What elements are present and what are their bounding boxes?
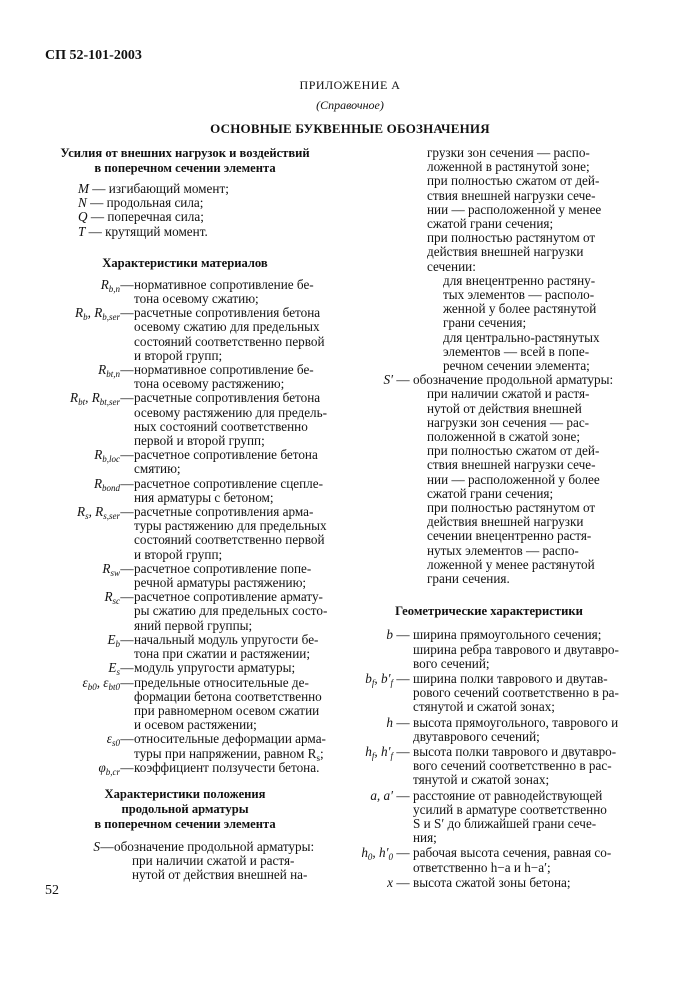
text-line: ширина полки таврового и двутав-: [413, 670, 608, 686]
symbol-definition: [353, 876, 625, 890]
dash: —: [120, 589, 134, 605]
text-line: рового сечений соответственно в ра-: [413, 685, 619, 701]
symbol: [353, 876, 393, 890]
text-line: расчетное сопротивление сцепле-: [134, 475, 323, 491]
symbol-subscript: bt,n: [106, 369, 120, 380]
symbol-letter: R: [98, 362, 107, 378]
symbol-definition: [353, 672, 625, 715]
symbol-letter: R: [102, 560, 111, 576]
text-line: расчетные сопротивления бетона: [134, 305, 321, 321]
symbol-definition: [353, 628, 625, 671]
text-line: состояний соответственно первой: [134, 532, 325, 548]
text-line: ложенной у менее растянутой: [427, 556, 595, 572]
text-line: нии — расположенной у менее: [427, 201, 602, 217]
text-line: стянутой и сжатой зонах;: [413, 699, 555, 715]
symbol-subscript: s,ser: [103, 511, 120, 522]
symbol: [40, 660, 120, 678]
force-item: T — крутящий момент.: [78, 223, 208, 239]
symbol-definition: [40, 660, 330, 678]
symbol-subscript: 0: [367, 852, 373, 863]
s-lines: [40, 854, 330, 882]
s-sub-lines: [427, 274, 625, 373]
reinforcement-heading: [40, 787, 330, 832]
text-line: тянутой и сжатой зонах;: [413, 772, 550, 788]
text-line: ных состояний соответственно: [134, 418, 308, 434]
text-line: S и S′ до ближайшей грани сече-: [413, 815, 597, 831]
text-line: женной у более растянутой: [443, 301, 597, 317]
symbol-subscript: bond: [102, 482, 120, 493]
dash: —: [120, 390, 134, 406]
description: обозначение продольной арматуры:: [114, 838, 315, 854]
symbol-definition: [40, 363, 330, 391]
symbol-letter: R: [95, 504, 104, 520]
text-line: при равномерном осевом сжатии: [134, 702, 320, 718]
description: [413, 672, 625, 715]
symbol-definition: [353, 745, 625, 788]
reinforcement-heading-line: в поперечном сечении элемента: [94, 816, 276, 831]
dash: —: [396, 845, 410, 861]
symbol: T: [78, 223, 86, 239]
description: обозначение продольной арматуры:: [413, 372, 614, 388]
text-line: ответственно h−a и h−a′;: [413, 859, 551, 875]
dash: —: [120, 447, 134, 463]
text-line: расчетное сопротивление бетона: [134, 447, 318, 463]
symbol-subscript: sc: [112, 596, 120, 607]
symbol-subscript: b,n: [108, 283, 120, 294]
text-line: и осевом растяжении;: [134, 717, 257, 733]
text-line: действия внешней нагрузки: [427, 514, 584, 530]
reinforcement-heading-line: продольной арматуры: [121, 801, 249, 816]
dash: —: [120, 560, 134, 576]
text-line: усилий в арматуре соответственно: [413, 801, 607, 817]
symbol-subscript: f: [371, 750, 375, 761]
description: [413, 846, 625, 874]
symbol-letter: x: [387, 874, 393, 890]
description: [134, 306, 330, 363]
text-line: расчетные сопротивления арма-: [134, 504, 314, 520]
text-line: ния арматуры с бетоном;: [134, 489, 274, 505]
symbol: $R_{bt}$, $R_{bt,ser}$: [70, 390, 120, 408]
text-line: вого сечений соответственно в рас-: [413, 758, 612, 774]
document-code: СП 52-101-2003: [45, 48, 142, 63]
symbol: [40, 278, 120, 306]
text-line: элементов — всей в попе-: [443, 343, 590, 359]
text-line: начальный модуль упругости бе-: [134, 631, 319, 647]
symbol-letter: ε: [106, 731, 112, 747]
description: [413, 876, 625, 890]
symbol-subscript: b: [115, 638, 120, 649]
text-line: нутой от действия внешней на-: [132, 867, 308, 883]
dash: —: [120, 759, 134, 775]
forces-heading-line: Усилия от внешних нагрузок и воздействий: [60, 146, 310, 160]
description: [413, 628, 625, 671]
text-line: речном сечении элемента;: [443, 358, 590, 374]
dash: —: [120, 731, 134, 747]
text-line: расчетное сопротивление попе-: [134, 560, 312, 576]
geometry-list: [353, 628, 625, 890]
description: [134, 391, 330, 448]
symbol: [353, 628, 393, 671]
dash: —: [120, 674, 134, 690]
symbol-subscript: s: [85, 511, 89, 522]
symbol: N: [78, 195, 87, 211]
symbol-definition: [40, 448, 330, 476]
forces-heading-line: в поперечном сечении элемента: [94, 161, 276, 175]
symbol: [40, 448, 120, 476]
symbol-subscript: s: [116, 667, 120, 678]
text-line: при полностью растянутом от: [427, 500, 596, 516]
text-line: туры растяжению для предельных: [134, 518, 327, 534]
text-line: тона при сжатии и растяжении;: [134, 646, 310, 662]
symbol-letter: R: [91, 390, 100, 406]
symbol: [40, 562, 120, 590]
description: [134, 731, 330, 763]
symbol-letter: ε: [103, 674, 109, 690]
dash: —: [396, 627, 410, 643]
symbol-subscript: bt,ser: [99, 397, 120, 408]
description: [134, 633, 330, 661]
text-line: ния;: [413, 830, 437, 846]
description: [134, 477, 330, 505]
text-line: предельные относительные де-: [134, 674, 309, 690]
force-item: N — продольная сила;: [78, 195, 204, 211]
symbol-letter: h: [365, 743, 372, 759]
text-line: положенной в сжатой зоне;: [427, 429, 581, 445]
symbol-definition: [40, 633, 330, 661]
text-line: грани сечения.: [427, 571, 510, 587]
dash: —: [120, 305, 134, 321]
s-prime-definition: [353, 373, 625, 387]
description: [134, 590, 330, 633]
symbol-subscript: b,ser: [102, 312, 120, 323]
text-line: нормативное сопротивление бе-: [134, 276, 314, 292]
text-line: относительные деформации арма-: [134, 731, 326, 747]
text-line: при полностью сжатом от дей-: [427, 443, 600, 459]
text-line: сжатой грани сечения;: [427, 485, 554, 501]
s-prime-lines: [353, 387, 625, 586]
symbol-subscript: b,loc: [102, 454, 120, 465]
symbol-letter: h′: [379, 845, 389, 861]
symbol-letter: E: [107, 631, 116, 647]
dash: —: [396, 874, 410, 890]
symbol-definition: [40, 391, 330, 448]
text-line: грузки зон сечения — распо-: [427, 145, 590, 160]
symbol-letter: R: [75, 305, 84, 321]
s-definition-row: [40, 840, 330, 854]
text-line: ствия внешней нагрузки сече-: [427, 457, 596, 473]
text-line: первой и второй групп;: [134, 433, 265, 449]
forces-heading: [40, 146, 330, 176]
symbol-definition: [40, 562, 330, 590]
symbol: [40, 761, 120, 775]
description: [134, 761, 330, 775]
force-item: Q — поперечная сила;: [78, 209, 204, 225]
s-definition: [40, 840, 330, 883]
symbol-definition: [353, 716, 625, 744]
symbol-letter: b′: [381, 670, 391, 686]
text-line: и второй групп;: [134, 347, 223, 363]
text-line: двутаврового сечений;: [413, 728, 540, 744]
symbol-definition: [40, 278, 330, 306]
symbol-letter: R: [94, 447, 103, 463]
symbol-subscript: b,cr: [105, 766, 120, 777]
text-line: модуль упругости арматуры;: [134, 660, 296, 676]
symbol-definition: [40, 306, 330, 363]
description: [134, 448, 330, 476]
symbol-definition: [40, 761, 330, 775]
text-line: при наличии сжатой и растя-: [132, 853, 295, 869]
symbol-definition: [40, 590, 330, 633]
symbol-subscript: f: [390, 750, 393, 761]
symbol-letter: a: [370, 787, 377, 803]
left-column: [40, 146, 330, 883]
symbol-subscript: bt: [78, 397, 86, 408]
symbol-definition: [353, 846, 625, 874]
text-line: ры сжатию для предельных состо-: [134, 603, 328, 619]
text-line: смятию;: [134, 461, 181, 477]
dash: —: [120, 631, 134, 647]
description: [134, 363, 330, 391]
text-line: рабочая высота сечения, равная со-: [413, 845, 612, 861]
symbol-letter: R: [70, 390, 79, 406]
symbol: S′: [383, 372, 393, 388]
text-line: тона осевому растяжению;: [134, 376, 285, 392]
text-line: нутых элементов — распо-: [427, 542, 579, 558]
text-line: и второй групп;: [134, 546, 223, 562]
text-line: для внецентренно растяну-: [443, 272, 596, 288]
text-line: действия внешней нагрузки: [427, 244, 584, 260]
text-line: сечении внецентренно растя-: [427, 528, 592, 544]
symbol-letter: R: [100, 276, 109, 292]
text-line: для центрально-растянутых: [443, 329, 600, 345]
dash: —: [396, 787, 410, 803]
symbol: [40, 732, 120, 760]
dash: —: [396, 743, 410, 759]
text-line: высота прямоугольного, таврового и: [413, 714, 619, 730]
text-line: ширина прямоугольного сечения;: [413, 627, 602, 643]
symbol-letter: b: [386, 627, 393, 643]
materials-heading: Характеристики материалов: [102, 255, 268, 270]
geometry-heading: Геометрические характеристики: [395, 604, 583, 619]
text-line: коэффициент ползучести бетона.: [134, 759, 320, 775]
symbol-definition: [40, 731, 330, 763]
symbol: M: [78, 181, 89, 196]
text-line: осевому сжатию для предельных: [134, 319, 320, 335]
text-line: ширина ребра таврового и двутавро-: [413, 641, 619, 657]
symbol-letter: ε: [82, 674, 88, 690]
force-item: M — изгибающий момент;: [78, 181, 229, 196]
symbol: $R_s$, $R_{s,ser}$: [77, 504, 120, 522]
symbol-letter: R: [93, 475, 102, 491]
text-line: сжатой грани сечения;: [427, 216, 554, 232]
text-line: нормативное сопротивление бе-: [134, 362, 314, 378]
text-line: ствия внешней нагрузки сече-: [427, 187, 596, 203]
symbol-subscript: bt0: [108, 681, 120, 692]
text-line: формации бетона соответственно: [134, 688, 322, 704]
main-title: ОСНОВНЫЕ БУКВЕННЫЕ ОБОЗНАЧЕНИЯ: [210, 121, 490, 136]
text-line: при наличии сжатой и растя-: [427, 386, 590, 402]
symbol: [353, 716, 393, 744]
dash: —: [396, 670, 410, 686]
symbol: Q: [78, 209, 88, 225]
text-line: ложенной в растянутой зоне;: [427, 159, 590, 175]
symbol: $h_f$, $h'_f$: [365, 743, 393, 761]
description: изгибающий момент;: [108, 181, 229, 196]
symbol: [40, 477, 120, 505]
symbol-definition: [40, 477, 330, 505]
dash: —: [120, 276, 134, 292]
symbol-definition: [40, 505, 330, 562]
symbol-letter: h: [361, 845, 368, 861]
symbol: S: [93, 838, 100, 854]
text-line: расстояние от равнодействующей: [413, 787, 603, 803]
text-line: тых элементов — располо-: [443, 287, 595, 303]
symbol: [40, 590, 120, 633]
description: [134, 562, 330, 590]
text-line: расчетные сопротивления бетона: [134, 390, 321, 406]
text-line: расчетное сопротивление армату-: [134, 589, 323, 605]
reinforcement-heading-line: Характеристики положения: [104, 786, 266, 801]
text-line: осевому растяжению для предель-: [134, 404, 328, 420]
symbol: $h_0$, $h'_0$: [361, 845, 393, 863]
dash: —: [120, 475, 134, 491]
symbol-definition: [40, 676, 330, 733]
symbol-subscript: f: [390, 677, 393, 688]
symbol: a, a′: [370, 787, 393, 803]
symbol-letter: E: [108, 660, 117, 676]
symbol: [40, 363, 120, 391]
text-line: нутой от действия внешней: [427, 400, 582, 416]
symbol-letter: R: [77, 504, 86, 520]
symbol-letter: a′: [383, 787, 393, 803]
symbol: [40, 633, 120, 661]
symbol-letter: b: [365, 670, 372, 686]
description: [413, 789, 625, 846]
symbol-subscript: 0: [388, 852, 393, 863]
dash: —: [120, 362, 134, 378]
punctuation: ;: [319, 745, 324, 761]
text-line: состояний соответственно первой: [134, 333, 325, 349]
text-line: яний первой группы;: [134, 617, 253, 633]
text-line: при полностью растянутом от: [427, 230, 596, 246]
appendix-subtitle: (Справочное): [316, 98, 384, 112]
s-continuation: [353, 146, 625, 373]
description: [134, 676, 330, 733]
symbol: $b_f$, $b'_f$: [365, 670, 393, 688]
symbol-subscript: f: [371, 677, 375, 688]
symbol-letter: R: [104, 589, 113, 605]
symbol: $R_b$, $R_{b,ser}$: [75, 305, 120, 323]
text-line: грани сечения;: [443, 315, 527, 331]
text-line: туры при напряжении, равном $R_s$;: [134, 745, 324, 763]
symbol: $\varepsilon_{b0}$, $\varepsilon_{bt0}$: [82, 674, 120, 692]
dash: —: [100, 838, 114, 854]
symbol-subscript: s: [316, 752, 320, 763]
dash: —: [120, 504, 134, 520]
dash: —: [396, 372, 410, 388]
description: [134, 278, 330, 306]
text-line: нии — расположенной у более: [427, 471, 600, 487]
text-line: сечении:: [427, 258, 476, 274]
symbol-definition: [353, 789, 625, 846]
description: [413, 745, 625, 788]
symbol-subscript: s0: [111, 738, 120, 749]
materials-list: [40, 278, 330, 775]
description: поперечная сила;: [107, 209, 204, 225]
symbol-subscript: b0: [87, 681, 97, 692]
text-line: нагрузки зон сечения — рас-: [427, 414, 590, 430]
text-line: вого сечений;: [413, 655, 490, 671]
description: [134, 505, 330, 562]
forces-list: [40, 182, 330, 239]
text-line: высота полки таврового и двутавро-: [413, 743, 617, 759]
text-line: высота сжатой зоны бетона;: [413, 874, 571, 890]
symbol-letter: h′: [381, 743, 391, 759]
description: [134, 661, 330, 675]
description: крутящий момент.: [105, 223, 208, 239]
text-line: речной арматуры растяжению;: [134, 575, 307, 591]
symbol-letter: h: [386, 714, 393, 730]
description: [413, 716, 625, 744]
right-column: [353, 146, 625, 891]
text-line: тона осевому сжатию;: [134, 291, 259, 307]
symbol-letter: φ: [98, 759, 106, 775]
appendix-title: ПРИЛОЖЕНИЕ А: [299, 78, 401, 92]
description: продольная сила;: [106, 195, 204, 211]
symbol-subscript: b: [83, 312, 88, 323]
dash: —: [120, 660, 134, 676]
text-line: при полностью сжатом от дей-: [427, 173, 600, 189]
symbol-subscript: sw: [110, 567, 120, 578]
page-number: 52: [45, 883, 59, 898]
symbol-letter: R: [94, 305, 103, 321]
dash: —: [396, 714, 410, 730]
